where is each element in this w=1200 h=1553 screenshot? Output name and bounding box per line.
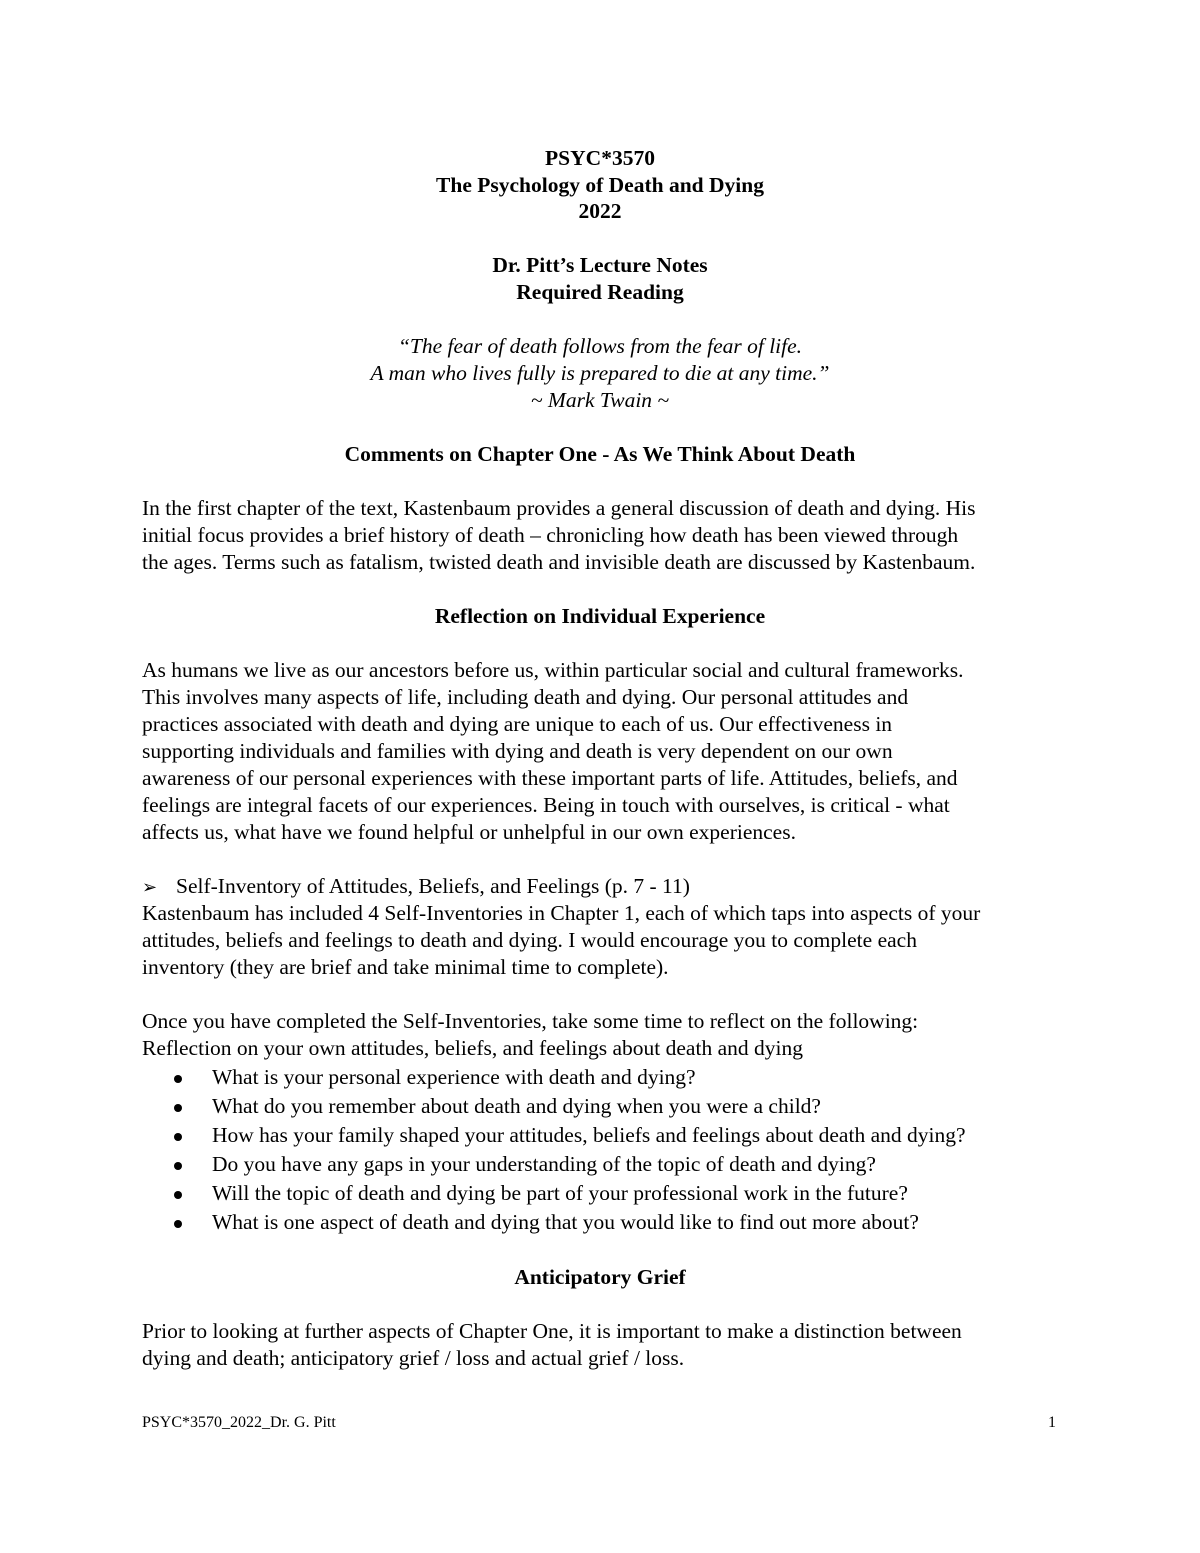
question-text: How has your family shaped your attitudes, beliefs and feelings about death and dying? [212,1123,966,1147]
reflection-questions-list [0,1063,1200,1237]
paragraph-line: This involves many aspects of life, including death and dying. Our personal attitudes and [142,685,909,709]
course-code: PSYC*3570 [545,146,655,170]
paragraph-line: Kastenbaum has included 4 Self-Inventories in Chapter 1, each of which taps into aspects of your [142,901,981,925]
reading-label: Required Reading [516,280,684,304]
quote-line-1: “The fear of death follows from the fear of life. [397,334,803,358]
anticipatory-grief-paragraph [142,1318,1072,1372]
bullet-icon [174,1075,182,1083]
section-heading-chapter-one: Comments on Chapter One - As We Think About Death [344,442,856,466]
arrow-bullet-icon: ➢ [142,877,158,898]
paragraph-line: As humans we live as our ancestors before us, within particular social and cultural frameworks. [142,658,964,682]
list-item [0,1063,1200,1092]
paragraph-line: supporting individuals and families with dying and death is very dependent on our own [142,739,893,763]
list-item [0,1179,1200,1208]
question-text: Do you have any gaps in your understanding of the topic of death and dying? [212,1152,876,1176]
question-text: What do you remember about death and dying when you were a child? [212,1094,821,1118]
paragraph-line: initial focus provides a brief history of death – chronicling how death has been viewed through [142,523,959,547]
reflection-paragraph [142,657,1072,846]
section-heading-reflection: Reflection on Individual Experience [434,604,766,628]
inventory-paragraph [142,900,1072,981]
page-number: 1 [1048,1414,1056,1431]
notes-title: Dr. Pitt’s Lecture Notes [492,253,708,277]
self-inventory-item [142,873,690,901]
paragraph-line: Prior to looking at further aspects of Chapter One, it is important to make a distinction between [142,1319,962,1343]
bullet-icon [174,1191,182,1199]
quote-line-2: A man who lives fully is prepared to die at any time.” [370,361,830,385]
bullet-icon [174,1220,182,1228]
bullet-icon [174,1162,182,1170]
question-text: What is one aspect of death and dying that you would like to find out more about? [212,1210,919,1234]
paragraph-line: the ages. Terms such as fatalism, twisted death and invisible death are discussed by Kastenbaum. [142,550,976,574]
list-item [0,1208,1200,1237]
bullet-icon [174,1133,182,1141]
question-text: Will the topic of death and dying be part of your professional work in the future? [212,1181,908,1205]
course-title: The Psychology of Death and Dying [436,173,764,197]
list-item [0,1121,1200,1150]
section-heading-anticipatory-grief: Anticipatory Grief [514,1265,686,1289]
quote-attribution: ~ Mark Twain ~ [530,388,670,412]
list-item [0,1092,1200,1121]
paragraph-line: affects us, what have we found helpful or unhelpful in our own experiences. [142,820,796,844]
list-item [0,1150,1200,1179]
footer-label: PSYC*3570_2022_Dr. G. Pitt [142,1414,336,1431]
paragraph-line: practices associated with death and dying are unique to each of us. Our effectiveness in [142,712,893,736]
course-year: 2022 [578,199,622,223]
paragraph-line: Reflection on your own attitudes, beliefs, and feelings about death and dying [142,1036,803,1060]
paragraph-line: In the first chapter of the text, Kastenbaum provides a general discussion of death and dying. His [142,496,976,520]
paragraph-line: attitudes, beliefs and feelings to death and dying. I would encourage you to complete each [142,928,917,952]
chapter-one-paragraph [142,495,1072,576]
paragraph-line: Once you have completed the Self-Inventories, take some time to reflect on the following: [142,1009,919,1033]
self-inventory-label: Self-Inventory of Attitudes, Beliefs, and Feelings (p. 7 - 11) [176,874,690,898]
bullet-icon [174,1104,182,1112]
paragraph-line: dying and death; anticipatory grief / loss and actual grief / loss. [142,1346,685,1370]
paragraph-line: inventory (they are brief and take minimal time to complete). [142,955,669,979]
paragraph-line: awareness of our personal experiences with these important parts of life. Attitudes, beliefs, and [142,766,958,790]
question-text: What is your personal experience with death and dying? [212,1065,696,1089]
paragraph-line: feelings are integral facets of our experiences. Being in touch with ourselves, is critical - what [142,793,950,817]
reflect-intro [142,1008,1072,1062]
